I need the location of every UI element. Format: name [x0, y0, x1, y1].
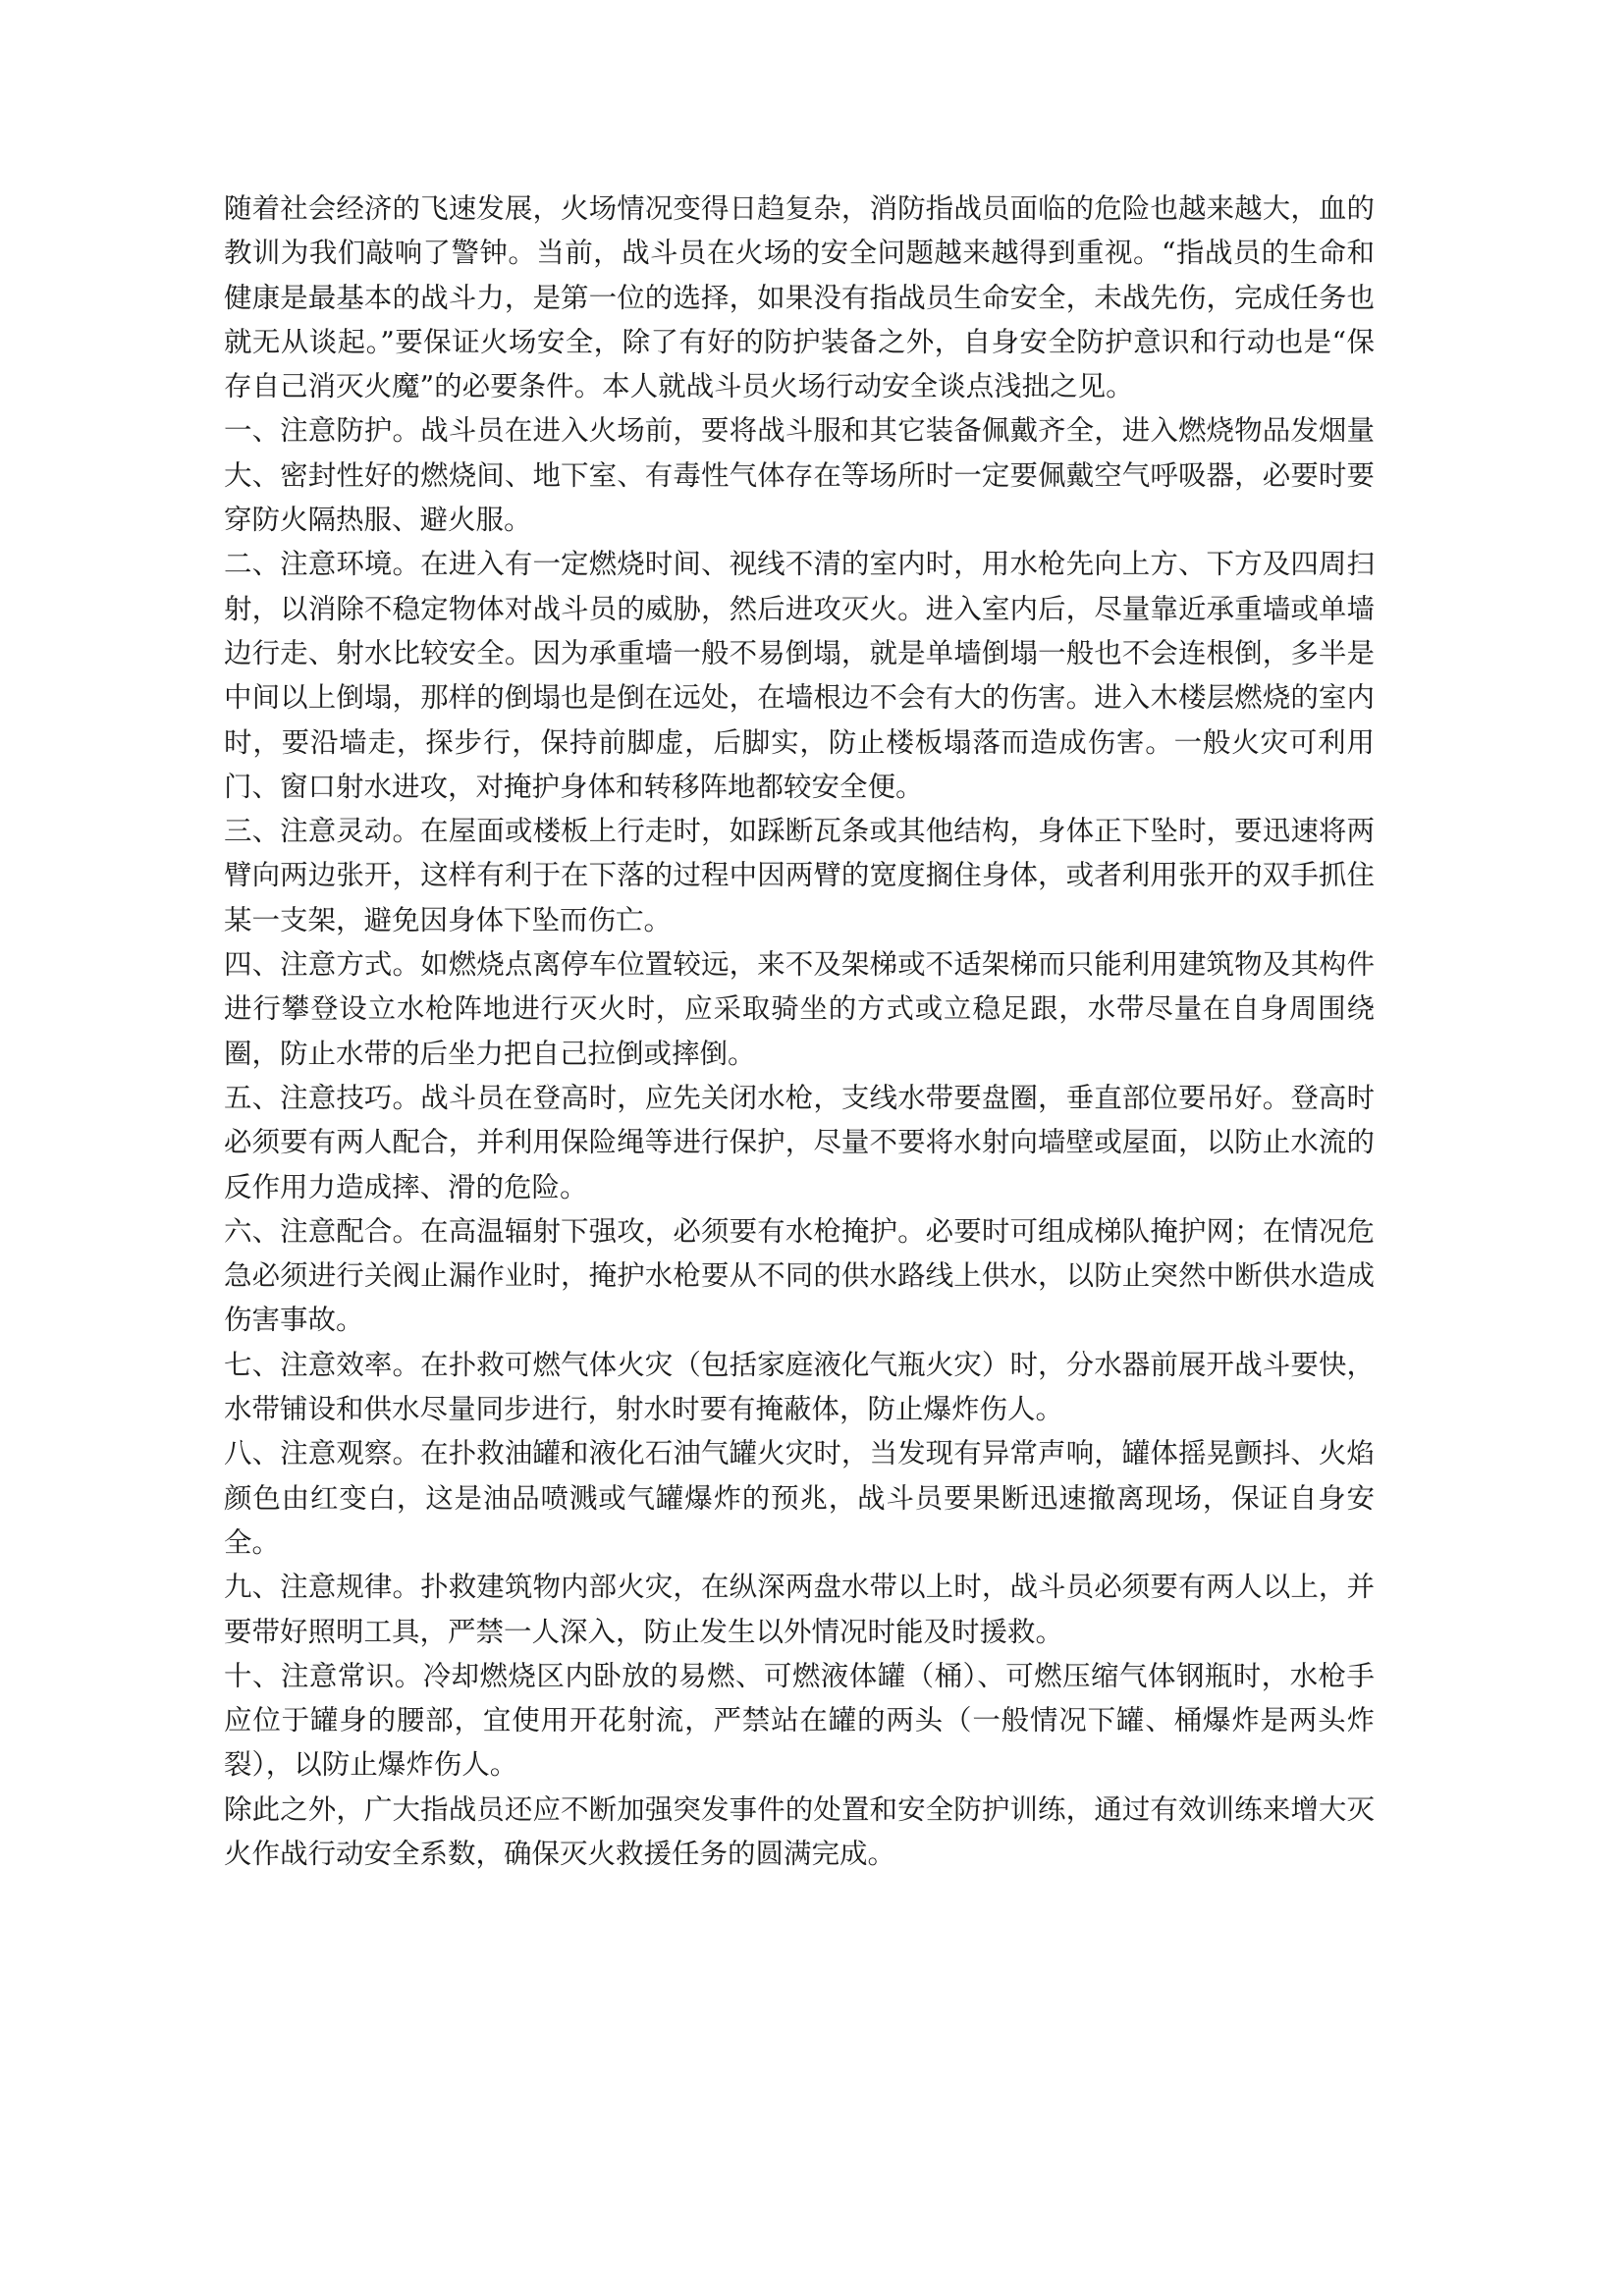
paragraph-item-7: 七、注意效率。在扑救可燃气体火灾（包括家庭液化气瓶火灾）时，分水器前展开战斗要快，水带铺设和供水尽量同步进行，射水时要有掩蔽体，防止爆炸伤人。 [224, 1348, 1375, 1426]
document-body [224, 187, 1375, 1876]
paragraph-item-5: 五、注意技巧。战斗员在登高时，应先关闭水枪，支线水带要盘圈，垂直部位要吊好。登高时必须要有两人配合，并利用保险绳等进行保护，尽量不要将水射向墙壁或屋面，以防止水流的反作用力造成摔、滑的危险。 [224, 1081, 1375, 1203]
paragraph-item-8: 八、注意观察。在扑救油罐和液化石油气罐火灾时，当发现有异常声响，罐体摇晃颤抖、火焰颜色由红变白，这是油品喷溅或气罐爆炸的预兆，战斗员要果断迅速撤离现场，保证自身安全。 [224, 1437, 1375, 1559]
paragraph-conclusion: 除此之外，广大指战员还应不断加强突发事件的处置和安全防护训练，通过有效训练来增大灭火作战行动安全系数，确保灭火救援任务的圆满完成。 [224, 1792, 1375, 1870]
paragraph-item-6: 六、注意配合。在高温辐射下强攻，必须要有水枪掩护。必要时可组成梯队掩护网；在情况危急必须进行关阀止漏作业时，掩护水枪要从不同的供水路线上供水，以防止突然中断供水造成伤害事故。 [224, 1214, 1375, 1337]
paragraph-intro: 随着社会经济的飞速发展，火场情况变得日趋复杂，消防指战员面临的危险也越来越大，血的教训为我们敲响了警钟。当前，战斗员在火场的安全问题越来越得到重视。“指战员的生命和健康是最基本的战斗力，是第一位的选择，如果没有指战员生命安全，未战先伤，完成任务也就无从谈起。”要保证火场安全，除了有好的防护装备之外，自身安全防护意识和行动也是“保存自己消灭火魔”的必要条件。本人就战斗员火场行动安全谈点浅拙之见。 [224, 192, 1375, 403]
paragraph-item-3: 三、注意灵动。在屋面或楼板上行走时，如踩断瓦条或其他结构，身体正下坠时，要迅速将两臂向两边张开，这样有利于在下落的过程中因两臂的宽度搁住身体，或者利用张开的双手抓住某一支架，避免因身体下坠而伤亡。 [224, 815, 1375, 936]
paragraph-item-9: 九、注意规律。扑救建筑物内部火灾，在纵深两盘水带以上时，战斗员必须要有两人以上，并要带好照明工具，严禁一人深入，防止发生以外情况时能及时援救。 [224, 1571, 1375, 1648]
paragraph-item-2: 二、注意环境。在进入有一定燃烧时间、视线不清的室内时，用水枪先向上方、下方及四周扫射，以消除不稳定物体对战斗员的威胁，然后进攻灭火。进入室内后，尽量靠近承重墙或单墙边行走、射水比较安全。因为承重墙一般不易倒塌，就是单墙倒塌一般也不会连根倒，多半是中间以上倒塌，那样的倒塌也是倒在远处，在墙根边不会有大的伤害。进入木楼层燃烧的室内时，要沿墙走，探步行，保持前脚虚，后脚实，防止楼板塌落而造成伤害。一般火灾可利用门、窗口射水进攻，对掩护身体和转移阵地都较安全便。 [224, 548, 1375, 803]
paragraph-item-1: 一、注意防护。战斗员在进入火场前，要将战斗服和其它装备佩戴齐全，进入燃烧物品发烟量大、密封性好的燃烧间、地下室、有毒性气体存在等场所时一定要佩戴空气呼吸器，必要时要穿防火隔热服、避火服。 [224, 414, 1375, 537]
paragraph-item-10: 十、注意常识。冷却燃烧区内卧放的易燃、可燃液体罐（桶）、可燃压缩气体钢瓶时，水枪手应位于罐身的腰部，宜使用开花射流，严禁站在罐的两头（一般情况下罐、桶爆炸是两头炸裂），以防止爆炸伤人。 [224, 1659, 1375, 1782]
paragraph-item-4: 四、注意方式。如燃烧点离停车位置较远，来不及架梯或不适架梯而只能利用建筑物及其构件进行攀登设立水枪阵地进行灭火时，应采取骑坐的方式或立稳足跟，水带尽量在自身周围绕圈，防止水带的后坐力把自己拉倒或摔倒。 [224, 948, 1375, 1070]
